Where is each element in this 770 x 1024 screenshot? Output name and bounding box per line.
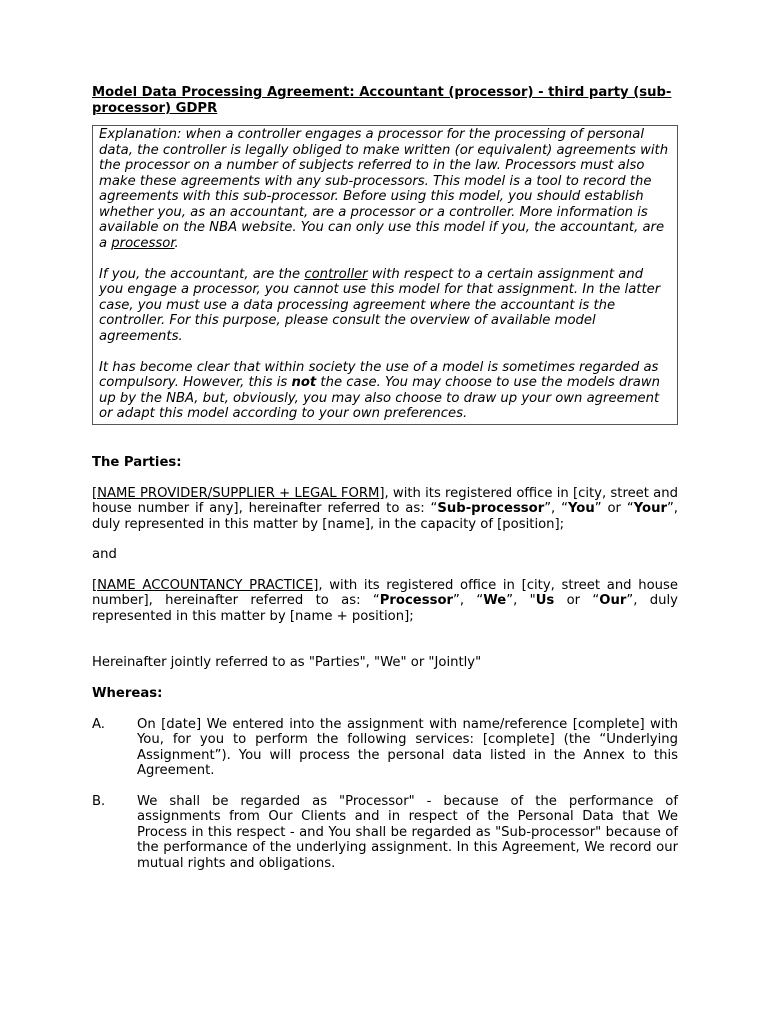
party-text: or “ [554, 593, 600, 608]
defined-term: Your [633, 501, 667, 516]
party-text: ”, “ [544, 501, 568, 516]
defined-term: Us [535, 593, 555, 608]
party-text: ”, duly represented in this matter by [name], in the capacity of [position]; [92, 501, 678, 532]
and-separator: and [92, 547, 117, 562]
explanation-text: It has become clear that within society the use of a model is sometimes regarded as compulsory. However, this is [99, 359, 659, 390]
defined-term: Sub-processor [437, 501, 545, 516]
party-text: ”, duly represented in this matter by [name + position]; [92, 593, 678, 624]
recital-b [92, 794, 678, 872]
document-body [92, 85, 678, 871]
explanation-text: If you, the accountant, are the [99, 266, 305, 282]
explanation-text: . [174, 235, 179, 251]
defined-term: You [567, 501, 595, 516]
parties-heading: The Parties: [92, 454, 182, 470]
processor-term: processor [111, 235, 175, 251]
controller-term: controller [304, 266, 368, 282]
processor-paragraph [92, 578, 678, 625]
explanation-text: the case. You may choose to use the models drawn up by the NBA, but, obviously, you may also choose to draw up your own agreement or adapt this model according to your own preferences. [99, 375, 660, 421]
explanation-text: Explanation: when a controller engages a processor for the processing of personal data, the controller is legally obliged to make written (or equivalent) agreements with the processor on a number of subjects referred to in the law. Processors must also make these agreements with any sub-processors. This model is a tool to record the agreements with this sub-processor. Before using this model, you should establish whether you, as an accountant, are a processor or a controller. More information is available on the NBA website. You can only use this model if you, the accountant, are a [99, 127, 669, 251]
explanation-paragraph-1 [99, 127, 671, 251]
recital-text: On [date] We entered into the assignment with name/reference [complete] with You, for you to perform the following services: [complete] (the “Underlying Assignment”). You will process the personal data listed in the Annex to this Agreement. [137, 716, 678, 778]
sub-processor-paragraph [92, 486, 678, 533]
party-text: ”, " [506, 593, 536, 608]
emphasis-not: not [291, 375, 317, 390]
whereas-heading: Whereas: [92, 685, 163, 701]
explanation-text: with respect to a certain assignment and you engage a processor, you cannot use this model for that assignment. In the latter case, you must use a data processing agreement where the accountant is the controller. For this purpose, please consult the overview of available model agreements. [99, 266, 661, 344]
party-text: , with its registered office in [city, street and house number], hereinafter referred to as: “ [92, 577, 679, 608]
sub-processor-name: [NAME PROVIDER/SUPPLIER + LEGAL FORM] [92, 485, 385, 501]
explanation-box [92, 125, 678, 425]
document-title: Model Data Processing Agreement: Accountant (processor) - third party (sub-processor) GDPR [92, 85, 672, 116]
party-text: ” or “ [594, 501, 634, 516]
processor-name: [NAME ACCOUNTANCY PRACTICE] [92, 577, 319, 593]
recital-text: We shall be regarded as "Processor" - because of the performance of assignments from Our Clients and in respect of the Personal Data that We Process in this respect - and You shall be regarded as "Sub-processor" because of the performance of the underlying assignment. In this Agreement, We record our mutual rights and obligations. [137, 793, 678, 871]
jointly-paragraph: Hereinafter jointly referred to as "Parties", "We" or "Jointly" [92, 655, 482, 670]
recital-a [92, 717, 678, 779]
defined-term: Processor [379, 593, 454, 608]
defined-term: We [483, 593, 507, 608]
explanation-paragraph-3 [99, 360, 671, 422]
recital-label: B. [92, 793, 106, 809]
defined-term: Our [599, 593, 627, 608]
party-text: ”, “ [453, 593, 484, 608]
recital-label: A. [92, 716, 105, 732]
party-text: , with its registered office in [city, street and house number if any], hereinafter referred to as: “ [92, 485, 678, 516]
explanation-paragraph-2 [99, 267, 671, 345]
